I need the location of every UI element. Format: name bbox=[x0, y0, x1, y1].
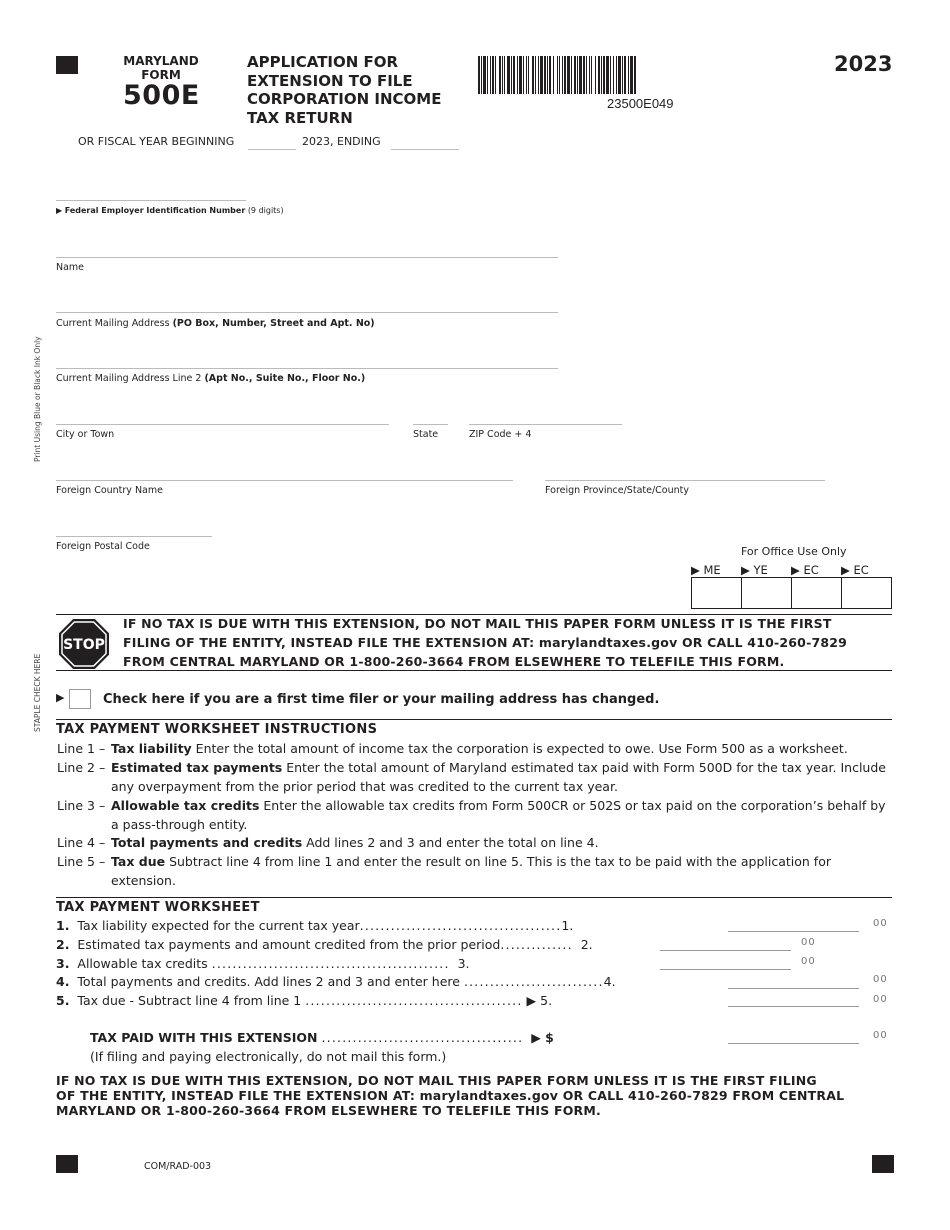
postal-input[interactable] bbox=[56, 536, 212, 537]
worksheet-line-3: 3. Allowable tax credits .............................................. 3. bbox=[56, 956, 470, 971]
instruction-line-4: Line 4 – Total payments and credits Add lines 2 and 3 and enter the total on line 4. bbox=[57, 835, 599, 850]
line2-amount-input[interactable] bbox=[660, 950, 791, 951]
stop-notice bbox=[123, 614, 847, 671]
first-filer-checkbox[interactable] bbox=[69, 689, 91, 709]
address1-hint: (PO Box, Number, Street and Apt. No) bbox=[172, 318, 375, 329]
worksheet-heading: TAX PAYMENT WORKSHEET bbox=[56, 900, 260, 915]
line5-cents: 00 bbox=[873, 994, 888, 1005]
province-label: Foreign Province/State/County bbox=[545, 485, 689, 496]
ink-note: Print Using Blue or Black Ink Only bbox=[33, 336, 42, 462]
title-line: EXTENSION TO FILE bbox=[247, 71, 413, 90]
office-code-ec: ▶ EC bbox=[841, 563, 869, 577]
title-line: APPLICATION FOR bbox=[247, 53, 399, 71]
line1-amount-input[interactable] bbox=[728, 931, 859, 932]
state-label: MARYLAND bbox=[123, 54, 199, 68]
form-code: COM/RAD-003 bbox=[144, 1161, 212, 1172]
arrow-icon: ▶ bbox=[56, 206, 63, 215]
stop-line: IF NO TAX IS DUE WITH THIS EXTENSION, DO NOT MAIL THIS PAPER FORM UNLESS IT IS THE FIRST bbox=[123, 616, 832, 631]
state-label: State bbox=[413, 429, 439, 440]
address2-hint: (Apt No., Suite No., Floor No.) bbox=[204, 373, 366, 384]
fiscal-end-label: 2023, ENDING bbox=[302, 135, 381, 148]
divider bbox=[56, 719, 892, 720]
title-line: TAX RETURN bbox=[247, 108, 353, 127]
fiscal-begin-label: OR FISCAL YEAR BEGINNING bbox=[78, 135, 235, 148]
postal-label: Foreign Postal Code bbox=[56, 541, 150, 552]
zip-label: ZIP Code + 4 bbox=[469, 429, 532, 440]
stop-line: FILING OF THE ENTITY, INSTEAD FILE THE EXTENSION AT: marylandtaxes.gov OR CALL 410-260-7829 bbox=[123, 635, 848, 650]
city-input[interactable] bbox=[56, 424, 389, 425]
state-input[interactable] bbox=[413, 424, 448, 425]
province-input[interactable] bbox=[545, 480, 825, 481]
first-filer-label: Check here if you are a first time filer or your mailing address has changed. bbox=[103, 692, 660, 707]
stop-line: FROM CENTRAL MARYLAND OR 1-800-260-3664 FROM ELSEWHERE TO TELEFILE THIS FORM. bbox=[123, 654, 785, 669]
tax-paid-note: (If filing and paying electronically, do not mail this form.) bbox=[90, 1049, 447, 1064]
divider bbox=[56, 670, 892, 671]
barcode-number: 23500E049 bbox=[607, 96, 674, 111]
line3-cents: 00 bbox=[801, 956, 816, 967]
office-code-ye: ▶ YE bbox=[741, 563, 768, 577]
line2-cents: 00 bbox=[801, 937, 816, 948]
line5-amount-input[interactable] bbox=[728, 1006, 859, 1007]
address1-label bbox=[56, 318, 375, 329]
fein-label-text: Federal Employer Identification Number bbox=[64, 206, 246, 215]
line4-cents: 00 bbox=[873, 974, 888, 985]
fein-input[interactable] bbox=[56, 200, 246, 201]
svg-text:STOP: STOP bbox=[63, 637, 105, 653]
instruction-line-3: Line 3 – Allowable tax credits Enter the allowable tax credits from Form 500CR or 502S or tax paid on the corporation’s behalf by a pass-through entity. bbox=[57, 798, 886, 832]
line4-amount-input[interactable] bbox=[728, 988, 859, 989]
fein-hint: (9 digits) bbox=[247, 206, 284, 215]
city-label: City or Town bbox=[56, 429, 115, 440]
title-line: CORPORATION INCOME bbox=[247, 90, 442, 108]
worksheet-line-5: 5. Tax due - Subtract line 4 from line 1 .......................................... ▶ 5. bbox=[56, 993, 553, 1008]
staple-note: STAPLE CHECK HERE bbox=[33, 653, 42, 732]
worksheet-line-4: 4. Total payments and credits. Add lines 2 and 3 and enter here ...........................4. bbox=[56, 974, 616, 989]
registration-mark bbox=[56, 1155, 78, 1173]
form-title bbox=[247, 53, 441, 127]
form-header bbox=[118, 54, 204, 82]
tax-paid-line: TAX PAID WITH THIS EXTENSION ....................................... ▶ $ bbox=[90, 1030, 554, 1045]
instruction-line-5: Line 5 – Tax due Subtract line 4 from line 1 and enter the result on line 5. This is the tax to be paid with the application for extension. bbox=[57, 854, 831, 888]
country-label: Foreign Country Name bbox=[56, 485, 163, 496]
arrow-icon: ▶ bbox=[56, 691, 65, 704]
address1-label-text: Current Mailing Address bbox=[56, 318, 170, 329]
stop-sign-icon bbox=[58, 618, 110, 670]
line1-cents: 00 bbox=[873, 918, 888, 929]
address2-input[interactable] bbox=[56, 368, 558, 369]
form-word: FORM bbox=[141, 68, 181, 82]
tax-paid-amount-input[interactable] bbox=[728, 1043, 859, 1044]
address2-label bbox=[56, 373, 365, 384]
office-code-me: ▶ ME bbox=[691, 563, 721, 577]
office-use-label: For Office Use Only bbox=[741, 545, 847, 558]
name-input[interactable] bbox=[56, 257, 558, 258]
divider bbox=[56, 897, 892, 898]
notice-line: IF NO TAX IS DUE WITH THIS EXTENSION, DO NOT MAIL THIS PAPER FORM UNLESS IT IS THE FIRST FILING bbox=[56, 1073, 817, 1088]
notice-line: OF THE ENTITY, INSTEAD FILE THE EXTENSION AT: marylandtaxes.gov OR CALL 410-260-7829 FROM CENTRAL bbox=[56, 1088, 845, 1103]
worksheet-line-2: 2. Estimated tax payments and amount credited from the prior period.............. 2. bbox=[56, 937, 593, 952]
barcode bbox=[478, 56, 814, 94]
fiscal-begin-input[interactable] bbox=[248, 149, 296, 150]
line3-amount-input[interactable] bbox=[660, 969, 791, 970]
country-input[interactable] bbox=[56, 480, 513, 481]
notice-line: MARYLAND OR 1-800-260-3664 FROM ELSEWHERE TO TELEFILE THIS FORM. bbox=[56, 1103, 601, 1118]
address1-input[interactable] bbox=[56, 312, 558, 313]
office-use-boxes bbox=[691, 577, 892, 609]
instruction-line-1: Line 1 – Tax liability Enter the total amount of income tax the corporation is expected to owe. Use Form 500 as a worksheet. bbox=[57, 741, 848, 756]
registration-mark bbox=[872, 1155, 894, 1173]
form-number: 500E bbox=[123, 80, 200, 111]
fiscal-end-input[interactable] bbox=[391, 149, 459, 150]
name-label: Name bbox=[56, 262, 85, 273]
office-code-ec: ▶ EC bbox=[791, 563, 819, 577]
zip-input[interactable] bbox=[469, 424, 622, 425]
instruction-line-2: Line 2 – Estimated tax payments Enter the total amount of Maryland estimated tax paid with Form 500D for the tax year. Include any overpayment from the prior period that was credited to the current tax year. bbox=[57, 760, 886, 794]
tax-paid-cents: 00 bbox=[873, 1030, 888, 1041]
bottom-notice bbox=[56, 1073, 844, 1118]
address2-label-text: Current Mailing Address Line 2 bbox=[56, 373, 202, 384]
instructions-heading: TAX PAYMENT WORKSHEET INSTRUCTIONS bbox=[56, 722, 378, 737]
worksheet-line-1: 1. Tax liability expected for the current tax year.......................................1. bbox=[56, 918, 574, 933]
registration-mark bbox=[56, 56, 78, 74]
fein-label bbox=[56, 206, 284, 215]
tax-year: 2023 bbox=[834, 52, 893, 76]
